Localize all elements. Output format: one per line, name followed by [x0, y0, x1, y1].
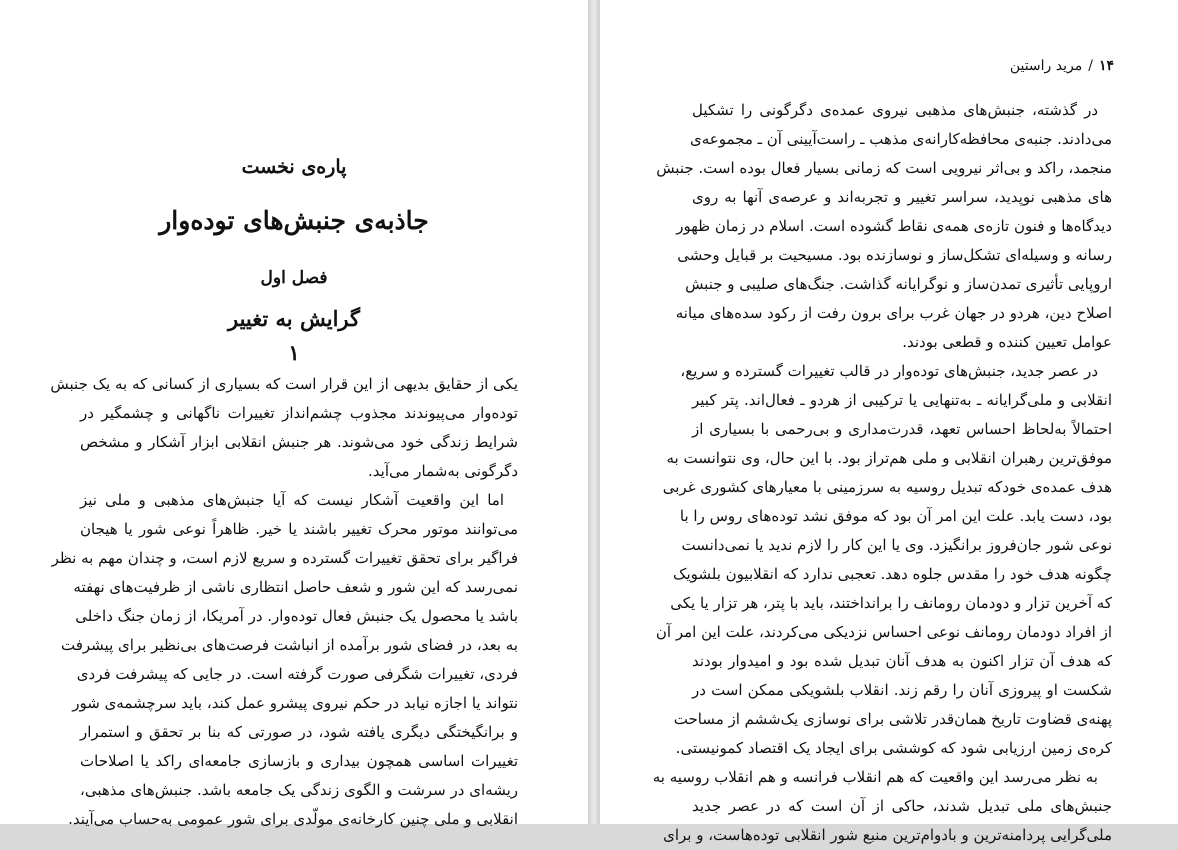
text-line: انقلابی و ملی چنین کارخانه‌ی مولّدی برای شور عمومی به‌حساب می‌آیند. — [68, 810, 518, 828]
section-number: ۱ — [288, 340, 300, 365]
text-line: چگونه هدف خود را مقدس جلوه دهد. تعجبی ندارد که انقلابیون بلشویک — [673, 565, 1112, 583]
text-line: احتمالاً به‌لحاظ احساس تعهد، قدرت‌مداری و بی‌رحمی با بسیاری از — [692, 420, 1112, 438]
text-line: در گذشته، جنبش‌های مذهبی نیروی عمده‌ی دگرگونی را تشکیل — [692, 101, 1098, 119]
text-line: به نظر می‌رسد این واقعیت که هم انقلاب فرانسه و هم انقلاب روسیه به — [652, 768, 1098, 786]
text-line: در عصر جدید، جنبش‌های توده‌وار در قالب تغییرات گسترده و سریع، — [680, 362, 1098, 380]
text-line: اصلاح دین، هردو در جهان غرب برای برون رفت از رکود سده‌های میانه — [675, 304, 1112, 322]
running-head-separator: / — [1088, 58, 1093, 74]
book-gutter — [588, 0, 600, 824]
text-line: موفق‌ترین رهبران انقلابی و ملی هم‌تراز بود. با این حال، وی نتوانست به — [666, 449, 1112, 467]
text-line: شکست او پیروزی آنان را رقم زند. انقلاب بلشویکی ممکن است در — [692, 681, 1112, 699]
part-label: پاره‌ی نخست — [241, 156, 347, 178]
text-line: دگرگونی به‌شمار می‌آید. — [368, 462, 518, 480]
text-line: اروپایی تأثیری تمدن‌ساز و نوگرایانه گذاشت. جنگ‌های صلیبی و جنبش — [685, 275, 1112, 293]
text-line: اما این واقعیت آشکار نیست که آیا جنبش‌های مذهبی و ملی نیز — [80, 491, 504, 509]
text-line: از افراد دودمان رومانف نوعی احساس نزدیکی می‌کردند، علت این امر آن — [655, 623, 1112, 641]
book-title: مرید راستین — [1009, 58, 1083, 74]
running-head — [1010, 58, 1114, 74]
page-number: ۱۴ — [1098, 58, 1114, 74]
text-line: رسانه و وسیله‌ای تشکل‌ساز و نوسازنده بود. مسیحیت بر قبایل وحشی — [677, 246, 1112, 264]
text-line: به بعد، در فضای شور برآمده از انباشت فرصت‌های بی‌نظیر برای پیشرفت — [60, 636, 518, 654]
right-body-text — [652, 96, 1112, 850]
right-page — [600, 0, 1178, 844]
left-page — [0, 0, 588, 828]
text-line: منجمد، راکد و بی‌اثر نیرویی است که زمانی بسیار فعال بوده است. جنبش‌ — [656, 159, 1112, 177]
text-line: ریشه‌ای در سرشت و الگوی زندگی یک جامعه باشد. جنبش‌های مذهبی، — [80, 781, 518, 799]
text-line: نوعی شور جان‌فروز برانگیزد. وی یا این کار را لازم ندید یا نمی‌دانست — [681, 536, 1112, 554]
text-line: که هدف آن تزار اکنون به هدف آنان تبدیل شده بود و امیدوار بودند — [692, 652, 1112, 670]
text-line: ملی‌گرایی پردامنه‌ترین و بادوام‌ترین منبع شور انقلابی توده‌هاست، و برای — [663, 826, 1112, 844]
left-body-text — [50, 370, 518, 834]
chapter-label: فصل اول — [260, 268, 328, 288]
part-title: جاذبه‌ی جنبش‌های توده‌وار — [159, 206, 429, 235]
text-line: های مذهبی نوپدید، سراسر تغییر و تجربه‌اند و عرصه‌ی آنها به روی — [692, 188, 1112, 206]
text-line: پهنه‌ی قضاوت تاریخ همان‌قدر تلاشی برای نوسازی یک‌ششم از مساحت — [673, 710, 1112, 728]
text-line: کره‌ی زمین ارزیابی شود که کوششی برای ایجاد یک اقتصاد کمونیستی. — [675, 739, 1112, 757]
text-line: باشد یا محصول یک جنبش فعال توده‌وار. در آمریکا، از زمان جنگ داخلی — [75, 607, 518, 625]
text-line: نمی‌رسد که این شور و شعف حاصل انتظاری ناشی از ظرفیت‌های نهفته — [73, 578, 518, 596]
text-line: که آخرین تزار و دودمان رومانف را برانداختند، باید با پتر، هر تزار یا یکی — [670, 594, 1112, 612]
text-line: یکی از حقایق بدیهی از این قرار است که بسیاری از کسانی که به یک جنبش — [50, 375, 518, 393]
text-line: شرایط زندگی خود می‌شوند. هر جنبش انقلابی ابزار آشکار و مشخص — [80, 433, 518, 451]
text-line: بود، دست یابد. علت این امر آن بود که موفق نشد توده‌های روس را با — [679, 507, 1112, 525]
text-line: می‌توانند موتور محرک تغییر باشند یا خیر. ظاهراً نوعی شور یا هیجان — [80, 520, 518, 538]
text-line: عوامل تعیین کننده و قطعی بودند. — [902, 333, 1112, 351]
text-line: دیدگاه‌ها و فنون تازه‌ی همه‌ی نقاط گشوده است. اسلام در زمان ظهور — [676, 217, 1112, 235]
text-line: تغییرات اساسی همچون بیداری و بازسازی جامعه‌ای راکد یا اصلاحات — [80, 752, 518, 770]
text-line: فردی، تغییرات شگرفی صورت گرفته است. در جایی که پیشرفت فردی — [76, 665, 518, 683]
text-line: هدف عمده‌ی خودکه تبدیل روسیه به سرزمینی با معیارهای کشوری غربی — [662, 478, 1112, 496]
text-line: توده‌وار می‌پیوندند مجذوب چشم‌انداز تغییرات ناگهانی و چشمگیر در — [80, 404, 518, 422]
text-line: و برانگیختگی دیگری یافته شود، در صورتی که بنا بر تحقق و استمرار — [80, 723, 518, 741]
text-line: نتواند یا اجازه نیابد در حکم نیروی پیشرو عمل کند، باید سرچشمه‌ی شور — [72, 694, 518, 712]
text-line: می‌دادند. جنبه‌ی محافظه‌کارانه‌ی مذهب ـ راست‌آیینی آن ـ مجموعه‌ی — [689, 130, 1112, 148]
text-line: جنبش‌های ملی تبدیل شدند، حاکی از آن است که در عصر جدید — [692, 797, 1112, 815]
text-line: انقلابی و ملی‌گرایانه ـ به‌تنهایی یا ترکیبی از هردو ـ فعال‌اند. پتر کبیر — [692, 391, 1112, 409]
chapter-title: گرایش به تغییر — [228, 306, 360, 331]
text-line: فراگیر برای تحقق تغییرات گسترده و سریع لازم است، و چندان مهم به نظر — [51, 549, 518, 567]
